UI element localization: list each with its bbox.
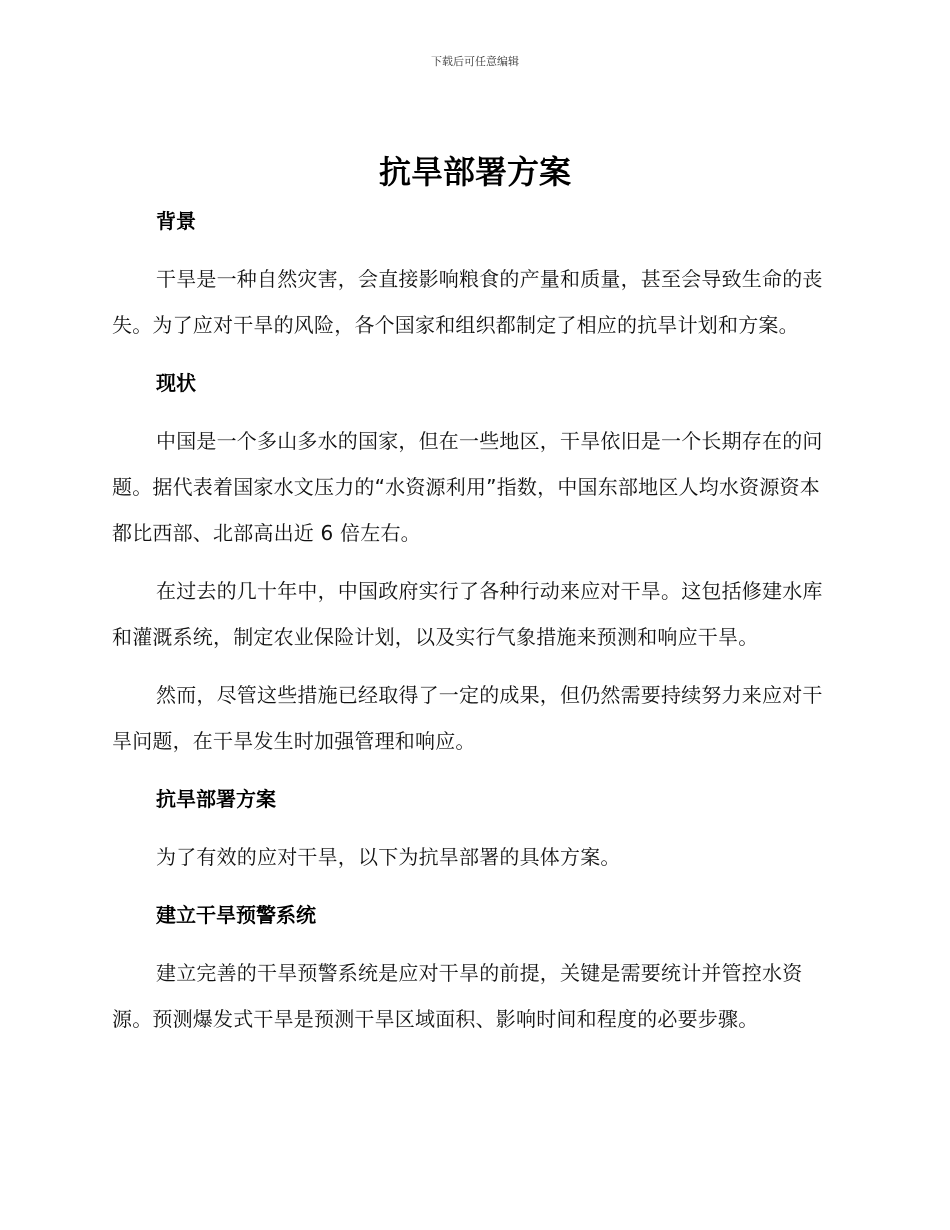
- section-heading-background: 背景: [156, 209, 196, 233]
- section-heading-warning-system: 建立干旱预警系统: [156, 903, 316, 927]
- section-heading-status: 现状: [156, 371, 196, 395]
- paragraph: 干旱是一种自然灾害，会直接影响粮食的产量和质量，甚至会导致生命的丧失。为了应对干旱的风险，各个国家和组织都制定了相应的抗旱计划和方案。: [112, 267, 823, 337]
- paragraph: 为了有效的应对干旱，以下为抗旱部署的具体方案。: [156, 845, 621, 869]
- paragraph: 然而，尽管这些措施已经取得了一定的成果，但仍然需要持续努力来应对干旱问题，在干旱发生时加强管理和响应。: [112, 683, 823, 753]
- document-title: 抗旱部署方案: [378, 153, 571, 191]
- paragraph: 在过去的几十年中，中国政府实行了各种行动来应对干旱。这包括修建水库和灌溉系统，制定农业保险计划，以及实行气象措施来预测和响应干旱。: [112, 579, 823, 649]
- section-heading-plan: 抗旱部署方案: [156, 787, 276, 811]
- paragraph: 建立完善的干旱预警系统是应对干旱的前提，关键是需要统计并管控水资源。预测爆发式干旱是预测干旱区域面积、影响时间和程度的必要步骤。: [112, 961, 803, 1031]
- header-note: 下载后可任意编辑: [431, 55, 519, 68]
- paragraph: 中国是一个多山多水的国家，但在一些地区，干旱依旧是一个长期存在的问题。据代表着国家水文压力的“水资源利用”指数，中国东部地区人均水资源资本都比西部、北部高出近 6 倍左右。: [112, 429, 823, 545]
- document-body: [112, 198, 832, 1042]
